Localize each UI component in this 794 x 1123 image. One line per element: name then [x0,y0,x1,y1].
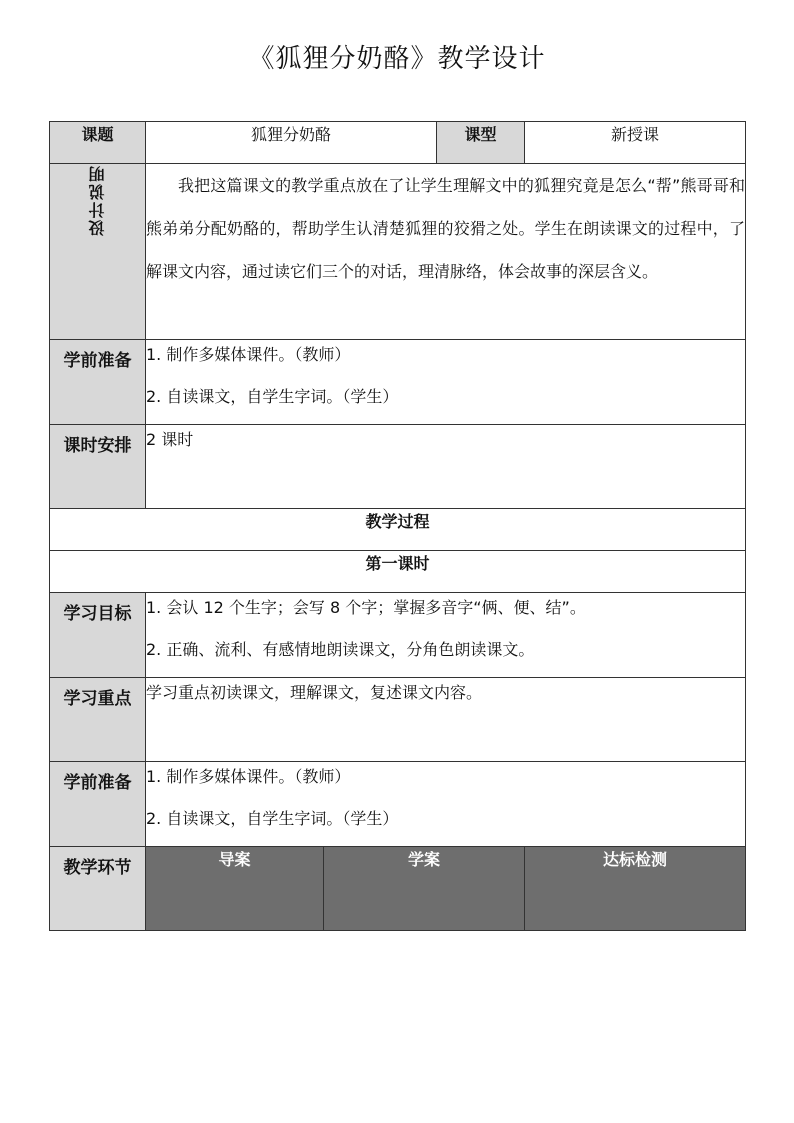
preparation2-label: 学前准备 [50,762,146,847]
preparation2-row [50,762,746,847]
design-note-label-cell [50,164,146,340]
type-value: 新授课 [525,122,746,164]
lesson-heading-row [50,551,746,593]
header-row [50,122,746,164]
focus-content [146,678,746,762]
schedule-value: 2 课时 [146,430,194,449]
goals-label: 学习目标 [50,593,146,678]
focus-row [50,678,746,762]
design-note-text: 我把这篇课文的教学重点放在了让学生理解文中的狐狸究竟是怎么“帮”熊哥哥和熊弟弟分配奶酪的，帮助学生认清楚狐狸的狡猾之处。学生在朗读课文的过程中，了解课文内容，通过读它们三个的对话，理清脉络，体会故事的深层含义。 [146,164,746,340]
schedule-row [50,425,746,509]
preparation2-item: 2. 自读课文，自学生字词。（学生） [146,809,399,828]
goals-content [146,593,746,678]
schedule-content [146,425,746,509]
preparation-item: 1. 制作多媒体课件。（教师） [146,345,351,364]
process-heading-row [50,509,746,551]
lesson-plan-table [49,121,746,931]
topic-label: 课题 [50,122,146,164]
focus-value: 学习重点初读课文，理解课文，复述课文内容。 [146,683,483,702]
focus-label: 学习重点 [50,678,146,762]
design-note-row [50,164,746,340]
preparation-item: 2. 自读课文，自学生字词。（学生） [146,387,399,406]
stage-column-assessment: 达标检测 [525,847,746,931]
preparation-label: 学前准备 [50,340,146,425]
preparation-row [50,340,746,425]
goals-row [50,593,746,678]
stage-column-study: 学案 [324,847,525,931]
stage-label: 教学环节 [50,847,146,931]
schedule-label: 课时安排 [50,425,146,509]
page-title: 《狐狸分奶酪》教学设计 [248,44,546,74]
process-heading: 教学过程 [50,509,746,551]
type-label: 课型 [437,122,525,164]
stage-column-guide: 导案 [146,847,324,931]
lesson-heading: 第一课时 [50,551,746,593]
stage-row [50,847,746,931]
topic-value: 狐狸分奶酪 [146,122,437,164]
preparation2-content [146,762,746,847]
goals-item: 1. 会认 12 个生字；会写 8 个字；掌握多音字“俩、便、结”。 [146,598,586,617]
preparation2-item: 1. 制作多媒体课件。（教师） [146,767,351,786]
goals-item: 2. 正确、流利、有感情地朗读课文，分角色朗读课文。 [146,640,535,659]
design-note-label: 设计说明 [88,164,107,236]
preparation-content [146,340,746,425]
